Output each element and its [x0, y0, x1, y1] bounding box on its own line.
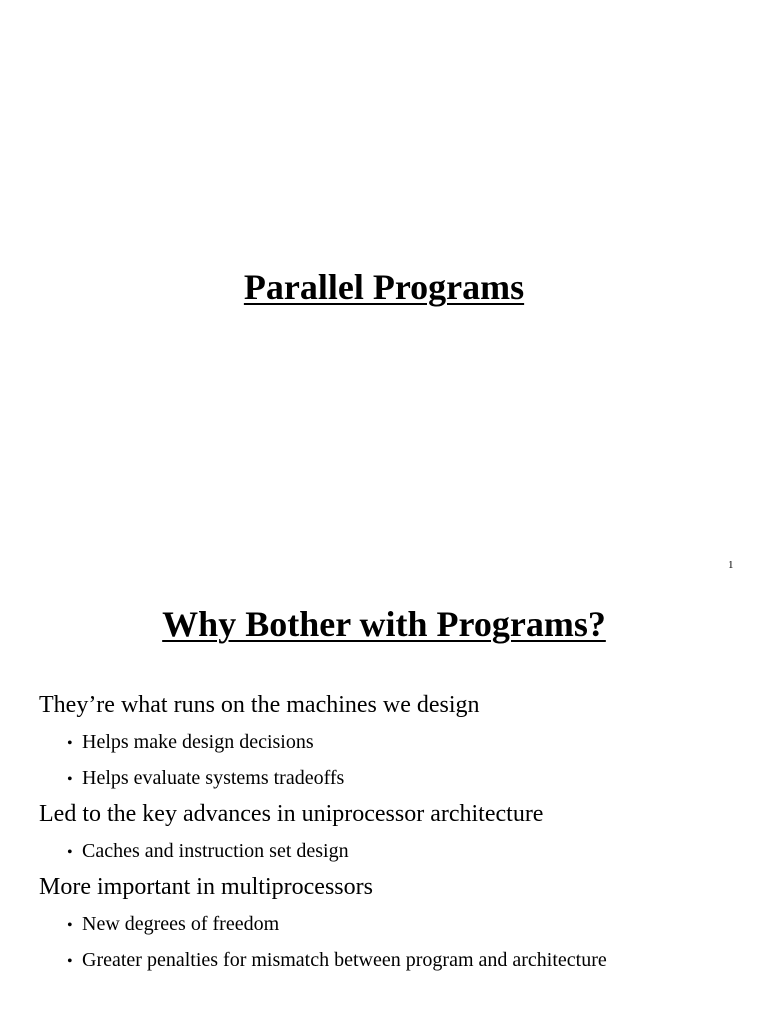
bullet-dot-icon: •	[67, 953, 73, 970]
bullet-text: Led to the key advances in uniprocessor architecture	[39, 801, 544, 827]
bullet-text: More important in multiprocessors	[39, 874, 373, 900]
sub-bullet-text: Caches and instruction set design	[82, 840, 349, 862]
bullet-item	[39, 687, 759, 724]
page-number: 1	[728, 559, 734, 571]
bullet-dot-icon: •	[67, 771, 73, 788]
sub-bullet-text: Greater penalties for mismatch between program and architecture	[82, 949, 607, 971]
sub-bullet-text: Helps evaluate systems tradeoffs	[82, 767, 345, 789]
sub-bullet-item	[39, 942, 759, 978]
sub-bullet-text: Helps make design decisions	[82, 731, 314, 753]
sub-bullet-item	[39, 833, 759, 869]
sub-bullet-item	[39, 724, 759, 760]
bullet-item	[39, 869, 759, 906]
sub-bullet-item	[39, 760, 759, 796]
slide-2	[0, 580, 768, 1024]
sub-bullet-item	[39, 906, 759, 942]
bullet-dot-icon: •	[67, 917, 73, 934]
bullet-dot-icon: •	[67, 844, 73, 861]
sub-bullet-text: New degrees of freedom	[82, 913, 280, 935]
slide-1-title: Parallel Programs	[243, 267, 525, 307]
bullet-list	[39, 687, 759, 978]
slide-2-title: Why Bother with Programs?	[162, 604, 606, 644]
bullet-dot-icon: •	[67, 735, 73, 752]
bullet-item	[39, 796, 759, 833]
bullet-text: They’re what runs on the machines we design	[39, 692, 480, 718]
